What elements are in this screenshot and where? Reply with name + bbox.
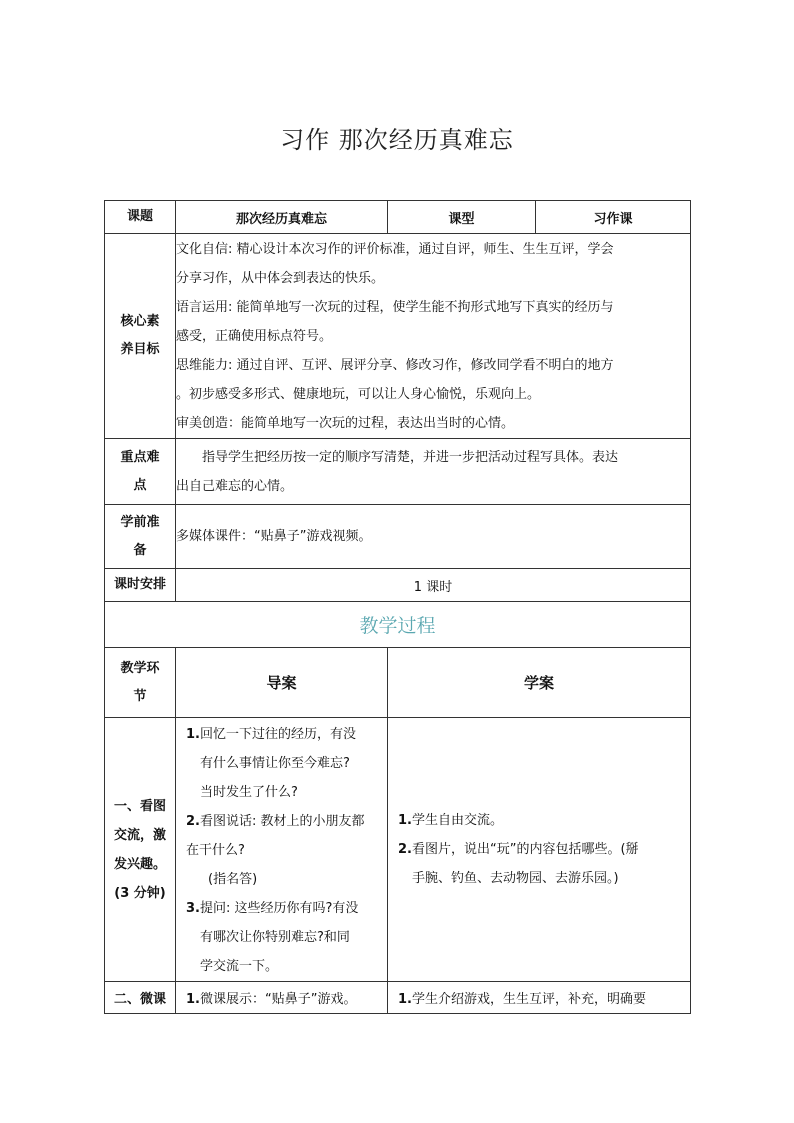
goal-line: 文化自信: 精心设计本次习作的评价标准，通过自评，师生、生生互评，学会 [176, 241, 614, 257]
guide-item: 3.提问: 这些经历你有吗?有没 [186, 901, 359, 916]
process-header-row [105, 648, 691, 718]
study-item: 2.看图片，说出“玩”的内容包括哪些。(掰 [398, 842, 639, 857]
stage2-row [105, 982, 691, 1014]
study-item: 1.学生自由交流。 [398, 813, 503, 828]
goals-row [105, 234, 691, 439]
prep-row [105, 505, 691, 569]
guide-item: 当时发生了什么? [200, 785, 298, 800]
stage2-name: 二、微课 [105, 982, 176, 1014]
stage-column-header: 教学环节 [105, 648, 176, 718]
goals-label: 核心素养目标 [105, 234, 176, 439]
goal-line: 分享习作，从中体会到表达的快乐。 [176, 270, 385, 286]
page-title: 习作 那次经历真难忘 [280, 126, 514, 154]
topic-label: 课题 [105, 201, 176, 234]
prep-content: 多媒体课件：“贴鼻子”游戏视频。 [176, 505, 691, 569]
key-points-row [105, 439, 691, 505]
key-points-line: 指导学生把经历按一定的顺序写清楚，并进一步把活动过程写具体。表达 [202, 449, 619, 465]
stage1-row [105, 718, 691, 982]
type-label: 课型 [388, 201, 536, 234]
process-heading: 教学过程 [105, 602, 691, 648]
process-heading-row [105, 602, 691, 648]
stage1-name: 一、看图 交流，激 发兴趣。 (3 分钟) [105, 718, 176, 982]
study-item: 手腕、钓鱼、去动物园、去游乐园。) [412, 871, 619, 886]
guide-column-header: 导案 [176, 648, 388, 718]
key-points-line: 出自己难忘的心情。 [176, 478, 294, 494]
schedule-value: 1 课时 [176, 569, 691, 602]
stage1-guide [176, 718, 388, 982]
key-points-label: 重点难点 [105, 439, 176, 505]
study-column-header: 学案 [388, 648, 691, 718]
goal-line: 。初步感受多形式、健康地玩，可以让人身心愉悦，乐观向上。 [176, 386, 541, 402]
goal-line: 审美创造：能简单地写一次玩的过程，表达出当时的心情。 [176, 415, 515, 431]
stage2-guide: 1.微课展示：“贴鼻子”游戏。 [176, 982, 388, 1014]
stage2-study: 1.学生介绍游戏，生生互评，补充，明确要 [388, 982, 691, 1014]
topic-value: 那次经历真难忘 [176, 201, 388, 234]
schedule-label: 课时安排 [105, 569, 176, 602]
goals-content [176, 234, 691, 439]
info-row [105, 201, 691, 234]
goal-line: 感受，正确使用标点符号。 [176, 328, 333, 344]
guide-item: 有哪次让你特别难忘?和同 [200, 930, 350, 945]
guide-item: 1.回忆一下过往的经历，有没 [186, 727, 356, 742]
goal-line: 语言运用: 能简单地写一次玩的过程，使学生能不拘形式地写下真实的经历与 [176, 299, 614, 315]
schedule-row [105, 569, 691, 602]
guide-item: (指名答) [208, 872, 258, 887]
lesson-plan-table [104, 200, 691, 1014]
prep-label: 学前准备 [105, 505, 176, 569]
guide-item: 在干什么? [186, 843, 245, 858]
guide-item: 2.看图说话: 教材上的小朋友都 [186, 814, 365, 829]
stage1-study [388, 718, 691, 982]
key-points-content [176, 439, 691, 505]
type-value: 习作课 [536, 201, 691, 234]
guide-item: 学交流一下。 [200, 959, 279, 974]
guide-item: 有什么事情让你至今难忘? [200, 756, 350, 771]
goal-line: 思维能力: 通过自评、互评、展评分享、修改习作，修改同学看不明白的地方 [176, 357, 614, 373]
